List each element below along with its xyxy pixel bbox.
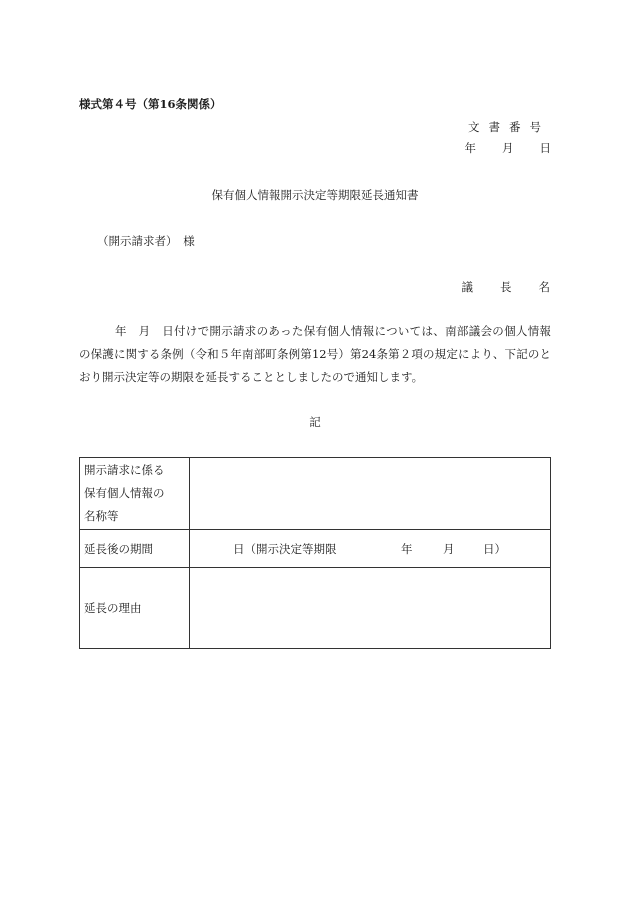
date-month: 月 xyxy=(502,141,514,155)
row1-label-line3: 名称等 xyxy=(84,509,119,523)
row1-label-line2: 保有個人情報の xyxy=(84,486,165,500)
row1-value[interactable] xyxy=(190,458,551,530)
row1-label xyxy=(80,458,190,530)
form-number: 様式第４号（第16条関係） xyxy=(79,97,222,111)
period-year: 年 xyxy=(401,541,413,556)
period-day-deadline: 日（開示決定等期限 xyxy=(233,541,337,556)
body-paragraph: 年 月 日付けで開示請求のあった保有個人情報については、南部議会の個人情報の保護に関する条例（令和５年南部町条例第12号）第24条第２項の規定により、下記のとおり開示決定等の期限を延長することとしましたので通知します。 xyxy=(79,324,551,384)
row1-label-line1: 開示請求に係る xyxy=(84,463,165,477)
addressee: （開示請求者） 様 xyxy=(97,234,195,248)
info-table xyxy=(79,457,551,649)
period-day-close: 日） xyxy=(483,541,506,556)
chair-char-3: 名 xyxy=(538,280,550,294)
table-row xyxy=(80,458,551,530)
chair-char-2: 長 xyxy=(500,280,512,294)
document-title: 保有個人情報開示決定等期限延長通知書 xyxy=(211,188,419,202)
table-row xyxy=(80,530,551,568)
row3-label: 延長の理由 xyxy=(80,568,190,649)
row3-value[interactable] xyxy=(190,568,551,649)
date-line xyxy=(465,140,552,156)
period-month: 月 xyxy=(443,541,455,556)
row2-value[interactable] xyxy=(190,530,551,568)
date-year: 年 xyxy=(464,141,476,155)
date-day: 日 xyxy=(539,141,551,155)
table-row xyxy=(80,568,551,649)
chair-char-1: 議 xyxy=(461,280,473,294)
chair-name-line xyxy=(462,279,551,295)
row2-label: 延長後の期間 xyxy=(80,530,190,568)
document-number-label: 文書番号 xyxy=(468,120,550,134)
ki-heading: 記 xyxy=(309,415,321,429)
